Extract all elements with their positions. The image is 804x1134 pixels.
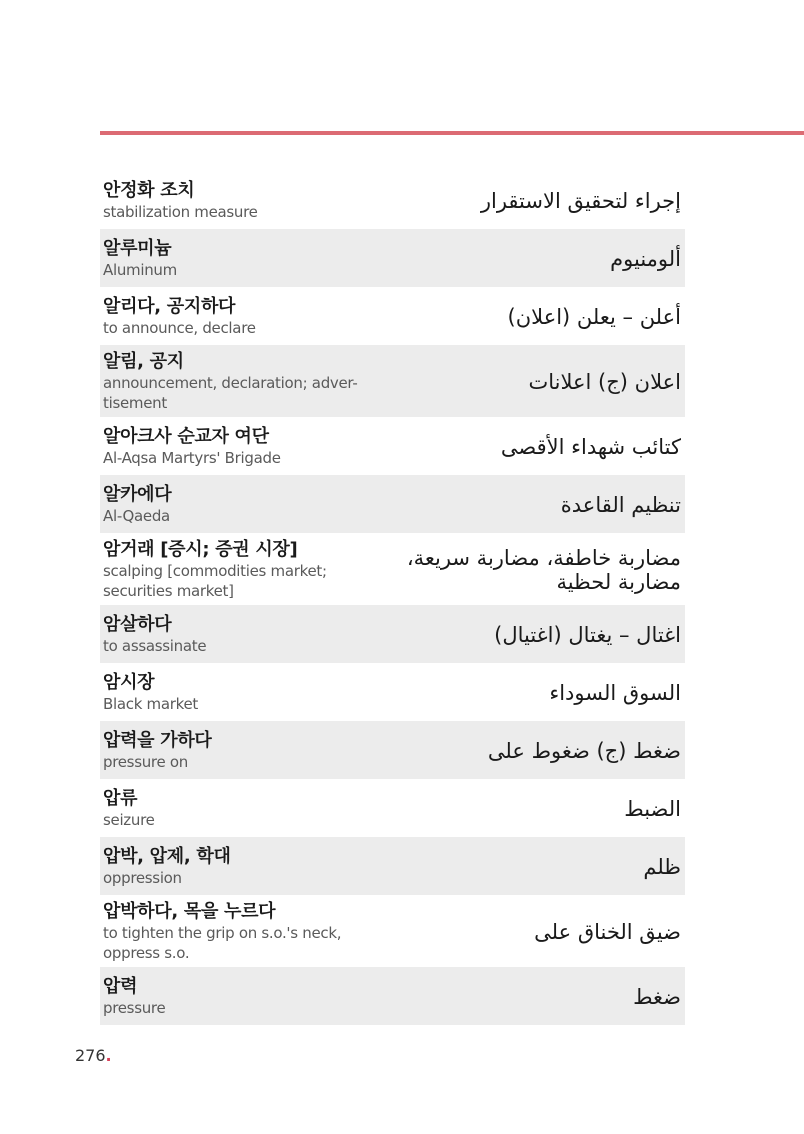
term-cell <box>103 788 368 830</box>
glossary-row <box>100 779 685 837</box>
korean-term: 알루미늄 <box>103 238 172 259</box>
arabic-term: اغتال – يغتال (اغتيال) <box>494 623 681 647</box>
korean-term: 압박하다, 목을 누르다 <box>103 901 276 922</box>
term-cell <box>103 238 368 280</box>
korean-term: 암거래 [증시; 증권 시장] <box>103 539 298 560</box>
english-gloss: to tighten the grip on s.o.'s neck, oppress s.o. <box>103 924 342 962</box>
arabic-term: السوق السوداء <box>549 681 681 705</box>
arabic-term: إجراء لتحقيق الاستقرار <box>480 189 681 213</box>
page-number <box>75 1046 112 1065</box>
english-gloss: Aluminum <box>103 261 177 279</box>
header-rule <box>100 131 804 135</box>
glossary-row <box>100 837 685 895</box>
english-gloss: pressure <box>103 999 166 1017</box>
glossary-row <box>100 663 685 721</box>
english-gloss: seizure <box>103 811 155 829</box>
korean-term: 압류 <box>103 788 138 809</box>
term-cell <box>103 614 368 656</box>
term-cell <box>103 180 368 222</box>
korean-term: 알림, 공지 <box>103 351 184 372</box>
glossary-row <box>100 171 685 229</box>
korean-term: 암시장 <box>103 672 155 693</box>
arabic-term: ضغط <box>633 985 681 1009</box>
korean-term: 알리다, 공지하다 <box>103 296 236 317</box>
korean-term: 안정화 조치 <box>103 180 195 201</box>
english-gloss: to announce, declare <box>103 319 256 337</box>
arabic-term: كتائب شهداء الأقصى <box>500 435 681 459</box>
term-cell <box>103 976 368 1018</box>
korean-term: 압력 <box>103 976 138 997</box>
page-number-dot: . <box>105 1046 112 1065</box>
arabic-term: ألومنيوم <box>610 247 681 271</box>
glossary-table <box>100 171 685 1025</box>
glossary-row <box>100 475 685 533</box>
arabic-term: ظلم <box>643 855 681 879</box>
glossary-row <box>100 345 685 417</box>
arabic-term: اعلان (ج) اعلانات <box>528 370 681 394</box>
english-gloss: oppression <box>103 869 182 887</box>
term-cell <box>103 901 368 963</box>
korean-term: 알아크사 순교자 여단 <box>103 426 269 447</box>
term-cell <box>103 296 368 338</box>
term-cell <box>103 846 368 888</box>
english-gloss: to assassinate <box>103 637 207 655</box>
english-gloss: Al-Aqsa Martyrs' Brigade <box>103 449 281 467</box>
arabic-term: الضبط <box>624 797 681 821</box>
glossary-row <box>100 229 685 287</box>
glossary-row <box>100 605 685 663</box>
korean-term: 압력을 가하다 <box>103 730 212 751</box>
glossary-row <box>100 721 685 779</box>
term-cell <box>103 730 368 772</box>
glossary-row <box>100 417 685 475</box>
english-gloss: pressure on <box>103 753 188 771</box>
glossary-row <box>100 533 685 605</box>
english-gloss: Black market <box>103 695 198 713</box>
english-gloss: scalping [commodities market; securities market] <box>103 562 327 600</box>
term-cell <box>103 672 368 714</box>
english-gloss: announcement, declaration; adver-tisement <box>103 374 358 412</box>
term-cell <box>103 351 368 413</box>
english-gloss: Al-Qaeda <box>103 507 170 525</box>
term-cell <box>103 426 368 468</box>
term-cell <box>103 484 368 526</box>
arabic-term: أعلن – يعلن (اعلان) <box>507 305 681 329</box>
glossary-row <box>100 287 685 345</box>
arabic-term: ضغط (ج) ضغوط على <box>487 739 681 763</box>
korean-term: 압박, 압제, 학대 <box>103 846 231 867</box>
term-cell <box>103 539 368 601</box>
korean-term: 알카에다 <box>103 484 172 505</box>
arabic-term: ضيق الخناق على <box>534 920 681 944</box>
arabic-term: مضاربة خاطفة، مضاربة سريعة، مضاربة لحظية <box>406 546 681 594</box>
english-gloss: stabilization measure <box>103 203 258 221</box>
glossary-row <box>100 895 685 967</box>
korean-term: 암살하다 <box>103 614 172 635</box>
glossary-row <box>100 967 685 1025</box>
page-number-text: 276 <box>75 1046 106 1065</box>
arabic-term: تنظيم القاعدة <box>560 493 681 517</box>
